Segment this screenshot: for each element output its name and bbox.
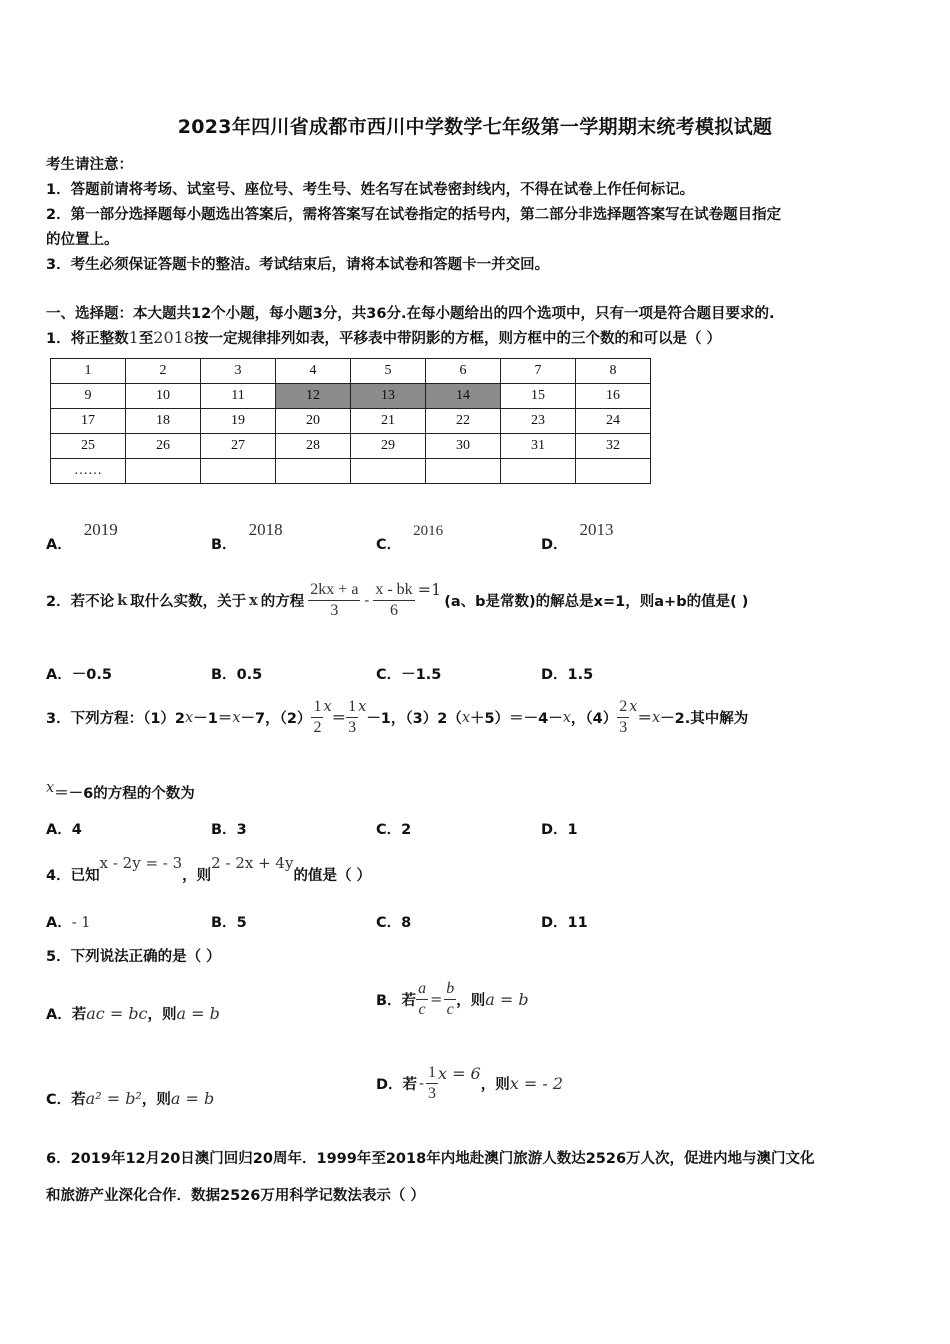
table-cell: [351, 459, 426, 484]
table-cell: 24: [576, 409, 651, 434]
notice-item: 1．答题前请将考场、试室号、座位号、考生号、姓名写在试卷密封线内，不得在试卷上作任何标记。: [46, 182, 695, 198]
question-2-stem: 2．若不论 k 取什么实数，关于 x 的方程 $\frac{2kx + a}{3}$ - $\frac{x - bk}{6}$ =1 (a、b是常数)的解总是x=1，则a+b的值是( ): [46, 580, 749, 619]
table-row: [51, 434, 651, 459]
q1-option-c[interactable]: C．2016: [376, 523, 444, 553]
question-1-stem: 1．将正整数1至2018按一定规律排列如表，平移表中带阴影的方框，则方框中的三个数的和可以是（ ）: [46, 328, 722, 347]
table-cell: 3: [201, 359, 276, 384]
q4-option-d[interactable]: D．11: [541, 915, 588, 931]
table-cell: ……: [51, 459, 126, 484]
table-cell: 23: [501, 409, 576, 434]
q4-option-a[interactable]: A．- 1: [46, 915, 91, 931]
table-cell: 2: [126, 359, 201, 384]
table-cell: 17: [51, 409, 126, 434]
fraction: $\frac{a}{c}$: [418, 980, 427, 1018]
q4-option-b[interactable]: B．5: [211, 915, 247, 931]
fraction: $\frac{x - bk}{6}$: [375, 581, 413, 619]
table-cell: 7: [501, 359, 576, 384]
question-5-stem: 5．下列说法正确的是（ ）: [46, 949, 221, 965]
q1-option-a[interactable]: A．2019: [46, 520, 118, 553]
table-cell: 8: [576, 359, 651, 384]
shaded-cell: 12: [276, 384, 351, 409]
fraction: $\frac{2kx + a}{3}$: [310, 581, 359, 619]
table-cell: 20: [276, 409, 351, 434]
question-3-stem: 3．下列方程：（1）2 x －1＝ x －7，（2） $\frac{1}{2}$ x ＝ $\frac{1}{3}$ x －1，（3）2（ x ＋5）＝－4－ x ，（4） $\frac{2}{3}$ x ＝ x －2.其中解为: [46, 698, 749, 736]
table-cell: 15: [501, 384, 576, 409]
q3-option-d[interactable]: D．1: [541, 822, 578, 838]
q2-option-d[interactable]: D．1.5: [541, 667, 594, 683]
table-row: [51, 384, 651, 409]
table-cell: 19: [201, 409, 276, 434]
table-cell: 27: [201, 434, 276, 459]
q4-option-c[interactable]: C．8: [376, 915, 412, 931]
q1-option-b[interactable]: B．2018: [211, 520, 283, 553]
number-table: [50, 358, 651, 484]
q5-option-c[interactable]: C．若a² = b²，则a = b: [46, 1089, 215, 1108]
section-heading: 一、选择题：本大题共12个小题，每小题3分，共36分.在每小题给出的四个选项中，只有一项是符合题目要求的.: [46, 306, 775, 322]
q5-option-a[interactable]: A．若ac = bc，则a = b: [46, 1004, 220, 1023]
shaded-cell: 14: [426, 384, 501, 409]
table-cell: 11: [201, 384, 276, 409]
table-cell: 18: [126, 409, 201, 434]
table-cell: 21: [351, 409, 426, 434]
table-cell: 9: [51, 384, 126, 409]
table-cell: 4: [276, 359, 351, 384]
fraction: $\frac{1}{3}$: [348, 698, 357, 736]
table-cell: 10: [126, 384, 201, 409]
notice-heading: 考生请注意：: [46, 157, 133, 173]
table-cell: 30: [426, 434, 501, 459]
question-3-stem-cont: x＝－6的方程的个数为: [46, 780, 195, 802]
q3-option-a[interactable]: A．4: [46, 822, 82, 838]
table-cell: [276, 459, 351, 484]
shaded-cell: 13: [351, 384, 426, 409]
table-cell: [201, 459, 276, 484]
table-cell: 25: [51, 434, 126, 459]
notice-item: 3．考生必须保证答题卡的整洁。考试结束后，请将本试卷和答题卡一并交回。: [46, 257, 550, 273]
table-cell: 1: [51, 359, 126, 384]
notice-item: 的位置上。: [46, 232, 119, 248]
fraction: $\frac{1}{2}$: [313, 698, 322, 736]
question-4-stem: 4．已知x - 2y = - 3，则2 - 2x + 4y的值是（ ）: [46, 854, 372, 884]
table-cell: [126, 459, 201, 484]
table-cell: 32: [576, 434, 651, 459]
question-6-stem: 6．2019年12月20日澳门回归20周年．1999年至2018年内地赴澳门旅游人数达2526万人次，促进内地与澳门文化: [46, 1151, 815, 1167]
fraction: $\frac{b}{c}$: [446, 980, 455, 1018]
table-cell: 16: [576, 384, 651, 409]
table-cell: 26: [126, 434, 201, 459]
table-cell: 6: [426, 359, 501, 384]
fraction: $\frac{1}{3}$: [427, 1064, 436, 1102]
q1-option-d[interactable]: D．2013: [541, 520, 614, 553]
q3-option-b[interactable]: B．3: [211, 822, 247, 838]
q5-option-d[interactable]: D．若 - $\frac{1}{3}$ x = 6 ，则 x = - 2: [376, 1064, 564, 1102]
table-row: [51, 359, 651, 384]
table-cell: 5: [351, 359, 426, 384]
table-cell: [501, 459, 576, 484]
fraction: $\frac{2}{3}$: [619, 698, 628, 736]
q2-option-c[interactable]: C．－1.5: [376, 667, 442, 683]
question-6-stem-cont: 和旅游产业深化合作．数据2526万用科学记数法表示（ ）: [46, 1188, 425, 1204]
table-row: [51, 459, 651, 484]
table-cell: 28: [276, 434, 351, 459]
table-cell: [426, 459, 501, 484]
notice-item: 2．第一部分选择题每小题选出答案后，需将答案写在试卷指定的括号内，第二部分非选择题答案写在试卷题目指定: [46, 207, 782, 223]
q3-option-c[interactable]: C．2: [376, 822, 412, 838]
table-cell: 31: [501, 434, 576, 459]
table-cell: [576, 459, 651, 484]
table-cell: 22: [426, 409, 501, 434]
page-title: 2023年四川省成都市西川中学数学七年级第一学期期末统考模拟试题: [177, 116, 773, 138]
q2-option-a[interactable]: A．－0.5: [46, 667, 112, 683]
table-row: [51, 409, 651, 434]
q5-option-b[interactable]: B．若 $\frac{a}{c}$ = $\frac{b}{c}$ ，则 a = b: [376, 980, 529, 1018]
q2-option-b[interactable]: B．0.5: [211, 667, 263, 683]
table-cell: 29: [351, 434, 426, 459]
